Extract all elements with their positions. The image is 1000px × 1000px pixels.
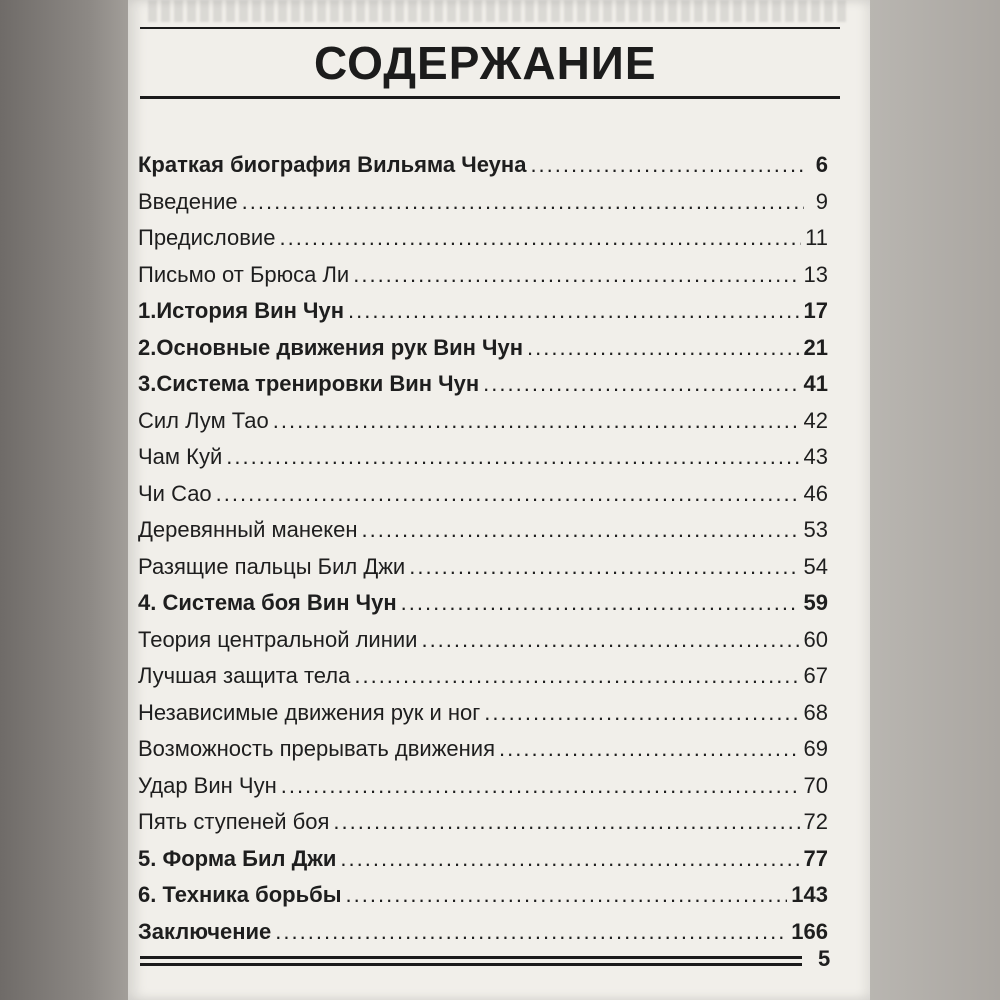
toc-entry-leader xyxy=(340,846,799,872)
toc-entry-leader xyxy=(281,773,800,799)
toc-entry xyxy=(138,846,828,883)
toc-entry-leader xyxy=(354,663,799,689)
toc-entry-title: 1.История Вин Чун xyxy=(138,298,345,323)
toc-entry xyxy=(138,663,828,700)
toc-entry-page: 70 xyxy=(803,772,828,798)
toc-entry-page: 77 xyxy=(803,845,828,871)
toc-entry-leader xyxy=(333,809,799,835)
toc-entry xyxy=(138,189,828,226)
table-of-contents xyxy=(138,152,828,955)
toc-entry-title: Чи Сао xyxy=(138,480,212,506)
toc-entry-leader xyxy=(483,371,799,397)
bottom-rule-upper xyxy=(140,956,802,959)
toc-entry-page: 67 xyxy=(803,663,828,688)
toc-entry xyxy=(138,444,828,481)
toc-entry-page: 41 xyxy=(803,371,828,396)
toc-entry-title: 3.Система тренировки Вин Чун xyxy=(138,371,480,396)
toc-entry-leader xyxy=(499,736,800,762)
page-number: 5 xyxy=(818,946,831,971)
toc-entry-page: 69 xyxy=(803,736,828,761)
toc-entry xyxy=(138,882,828,919)
toc-entry-title: Пять ступеней боя xyxy=(138,809,330,834)
toc-entry-leader xyxy=(226,444,799,470)
toc-entry xyxy=(138,408,828,445)
background-left xyxy=(0,0,128,1000)
toc-entry-leader xyxy=(401,590,800,616)
toc-entry-leader xyxy=(279,225,801,251)
toc-entry-title: Удар Вин Чун xyxy=(138,772,277,798)
toc-entry-page: 54 xyxy=(803,553,828,579)
background-right xyxy=(868,0,1000,1000)
toc-entry-title: Заключение xyxy=(138,918,272,944)
toc-entry-leader xyxy=(273,408,800,434)
toc-entry-page: 143 xyxy=(791,882,828,907)
toc-entry-title: Сил Лум Тао xyxy=(138,407,269,433)
toc-entry-page: 68 xyxy=(803,699,828,725)
toc-entry-leader xyxy=(348,298,799,324)
toc-entry xyxy=(138,262,828,299)
toc-entry-page: 11 xyxy=(805,225,828,250)
toc-entry-leader xyxy=(409,554,799,580)
toc-entry-title: Предисловие xyxy=(138,225,276,250)
toc-entry-leader xyxy=(361,517,799,543)
toc-entry-leader xyxy=(484,700,799,726)
toc-entry xyxy=(138,590,828,627)
toc-entry xyxy=(138,773,828,810)
toc-entry-leader xyxy=(530,152,804,178)
toc-entry-title: 6. Техника борьбы xyxy=(138,882,342,907)
toc-entry xyxy=(138,335,828,372)
toc-entry-title: 2.Основные движения рук Вин Чун xyxy=(138,334,523,360)
toc-entry-title: Теория центральной линии xyxy=(138,626,418,652)
toc-entry-title: Деревянный манекен xyxy=(138,517,358,542)
heading-rule xyxy=(140,96,840,99)
toc-entry xyxy=(138,371,828,408)
toc-entry-title: Возможность прерывать движения xyxy=(138,736,496,761)
toc-entry xyxy=(138,627,828,664)
show-through-text xyxy=(148,0,848,22)
toc-entry-title: 4. Система боя Вин Чун xyxy=(138,590,397,615)
toc-entry-page: 60 xyxy=(803,626,828,652)
toc-entry xyxy=(138,700,828,737)
toc-entry-title: Краткая биография Вильяма Чеуна xyxy=(138,152,527,177)
toc-entry-page: 17 xyxy=(803,298,828,323)
toc-entry-page: 46 xyxy=(803,480,828,506)
toc-entry-title: Письмо от Брюса Ли xyxy=(138,261,350,287)
toc-entry xyxy=(138,152,828,189)
toc-entry xyxy=(138,225,828,262)
toc-entry-title: Лучшая защита тела xyxy=(138,663,351,688)
toc-entry-leader xyxy=(242,189,804,215)
toc-entry-leader xyxy=(527,335,800,361)
bottom-rule-lower xyxy=(140,963,802,966)
toc-entry-leader xyxy=(353,262,799,288)
toc-entry-page: 42 xyxy=(803,407,828,433)
toc-entry-leader xyxy=(421,627,799,653)
toc-entry xyxy=(138,736,828,773)
toc-entry-leader xyxy=(216,481,800,507)
toc-entry-page: 21 xyxy=(803,334,828,360)
book-page xyxy=(128,0,870,1000)
toc-entry-page: 53 xyxy=(803,517,828,542)
toc-entry-leader xyxy=(275,919,787,945)
toc-entry-page: 9 xyxy=(815,188,828,214)
toc-entry-page: 166 xyxy=(791,918,828,944)
toc-entry-title: Независимые движения рук и ног xyxy=(138,699,481,725)
page-heading: СОДЕРЖАНИЕ xyxy=(314,37,657,89)
top-rule xyxy=(140,27,840,29)
toc-entry-page: 72 xyxy=(803,809,828,834)
toc-entry-page: 59 xyxy=(803,590,828,615)
toc-entry-title: Разящие пальцы Бил Джи xyxy=(138,553,406,579)
toc-entry-leader xyxy=(346,882,788,908)
toc-entry xyxy=(138,517,828,554)
toc-entry xyxy=(138,809,828,846)
toc-entry-page: 13 xyxy=(803,261,828,287)
toc-entry-title: 5. Форма Бил Джи xyxy=(138,845,337,871)
toc-entry-page: 43 xyxy=(803,444,828,469)
toc-entry xyxy=(138,481,828,518)
toc-entry-title: Введение xyxy=(138,188,238,214)
toc-entry xyxy=(138,554,828,591)
toc-entry-page: 6 xyxy=(815,152,828,177)
toc-entry xyxy=(138,919,828,956)
toc-entry xyxy=(138,298,828,335)
toc-entry-title: Чам Куй xyxy=(138,444,223,469)
